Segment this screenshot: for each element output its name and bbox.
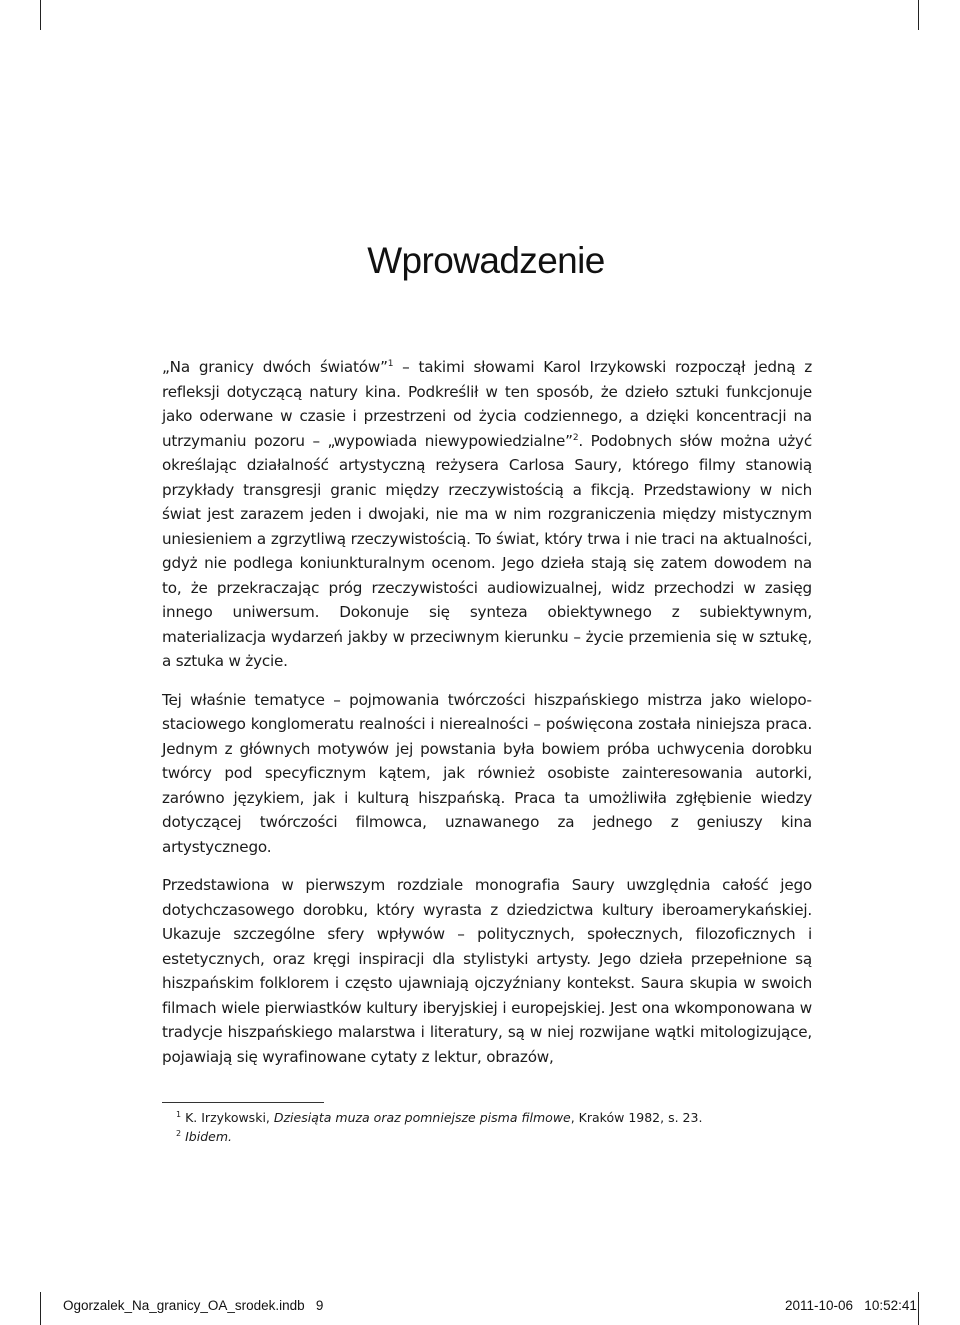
crop-mark-bottom-left	[40, 1292, 41, 1325]
crop-mark-top-right	[918, 0, 919, 30]
chapter-title: Wprowadzenie	[367, 240, 605, 281]
paragraph: Przedstawiona w pierwszym rozdziale monografia Saury uwzględnia całość jego dotychczasowego dorobku, który wyrasta z dziedzictwa kultury iberoamerykańskiej. Ukazuje szczególne sfery wpływów – politycznych, społecznych, filozoficznych i estetycznych, oraz kręgi inspiracji dla stylistyki artysty. Jego dzieła przepełnione są hiszpańskim folklorem i często ujawniają ojczyźniany kontekst. Saura skupia w swoich filmach wiele pierwiastków kultury iberyjskiej i europejskiej. Jest ona wkomponowana w tradycje hiszpańskiego malarstwa i literatury, są w niej rozwijane wątki mitologizujące, pojawiają się wyrafinowane cytaty z lektur, obrazów,	[162, 876, 812, 1066]
footnote-marker: 2	[176, 1128, 182, 1138]
italic-text: Dziesiąta muza oraz pomniejsze pisma filmowe	[273, 1110, 571, 1125]
footnote-marker: 1	[176, 1109, 182, 1119]
paragraph: „Na granicy dwóch światów”$^1$ – takimi słowami Karol Irzykowski rozpoczął jedną z refleksji dotyczącą natury kina. Podkreślił w ten sposób, że dzieło sztuki funkcjonuje jako oderwane w czasie i przestrzeni od życia codziennego, a dzięki koncentracji na utrzymaniu pozoru – „wypowiada niewypowiedzialne”$^2$. Podobnych słów można użyć określając działalność artystyczną reżysera Carlosa Saury, którego filmy stanowią przykłady transgresji granic między rzeczywistością a fikcją. Przedstawiony w nich świat jest zarazem jeden i dwojaki, nie ma w nim rozgraniczenia między mistycznym uniesieniem a zgrzytliwą rzeczywistością. To świat, który trwa i nie traci na aktualności, gdyż nie podlega koniunkturalnym ocenom. Jego dzieła stają się zatem dowodem na to, że przekraczając próg rzeczywistości audiowizualnej, widz przechodzi w zasięg innego uniwersum. Dokonuje się synteza obiektywnego z subiektywnym, materializacja wydarzeń jakby w przeciwnym kierunku – życie przemienia się w sztukę, a sztuka w życie.	[162, 358, 813, 670]
crop-mark-top-left	[40, 0, 41, 30]
italic-text: Ibidem.	[185, 1129, 232, 1144]
footnote-marker: 2	[572, 432, 579, 443]
footnote-marker: 1	[387, 358, 394, 369]
crop-mark-bottom-right	[918, 1292, 919, 1325]
footnote: $^1$ K. Irzykowski, Dziesiąta muza oraz pomniejsze pisma filmowe, Kraków 1982, s. 23.	[176, 1109, 703, 1125]
footnote-separator	[162, 1102, 324, 1103]
footnote	[176, 1127, 816, 1146]
slug-timestamp: 2011-10-06 10:52:41	[785, 1298, 917, 1313]
footnotes	[176, 1108, 816, 1146]
paragraph: Tej właśnie tematyce – pojmowania twórczości hiszpańskiego mistrza jako wielopostaciowego konglomeratu realności i nierealności – poświęcona została niniejsza praca. Jednym z głównych motywów jej powstania była bowiem próba uchwycenia dorobku twórcy pod specyficznym kątem, jak również osobiste zainteresowania autorki, zarówno językiem, jak i kulturą hiszpańską. Praca ta umożliwiła zgłębienie wiedzy dotyczącej twórczości filmowca, uznawanego za jednego z geniuszy kina artystycznego.	[162, 690, 812, 856]
slug-filename: Ogorzalek_Na_granicy_OA_srodek.indb 9	[63, 1298, 324, 1313]
body-text	[162, 355, 812, 1069]
